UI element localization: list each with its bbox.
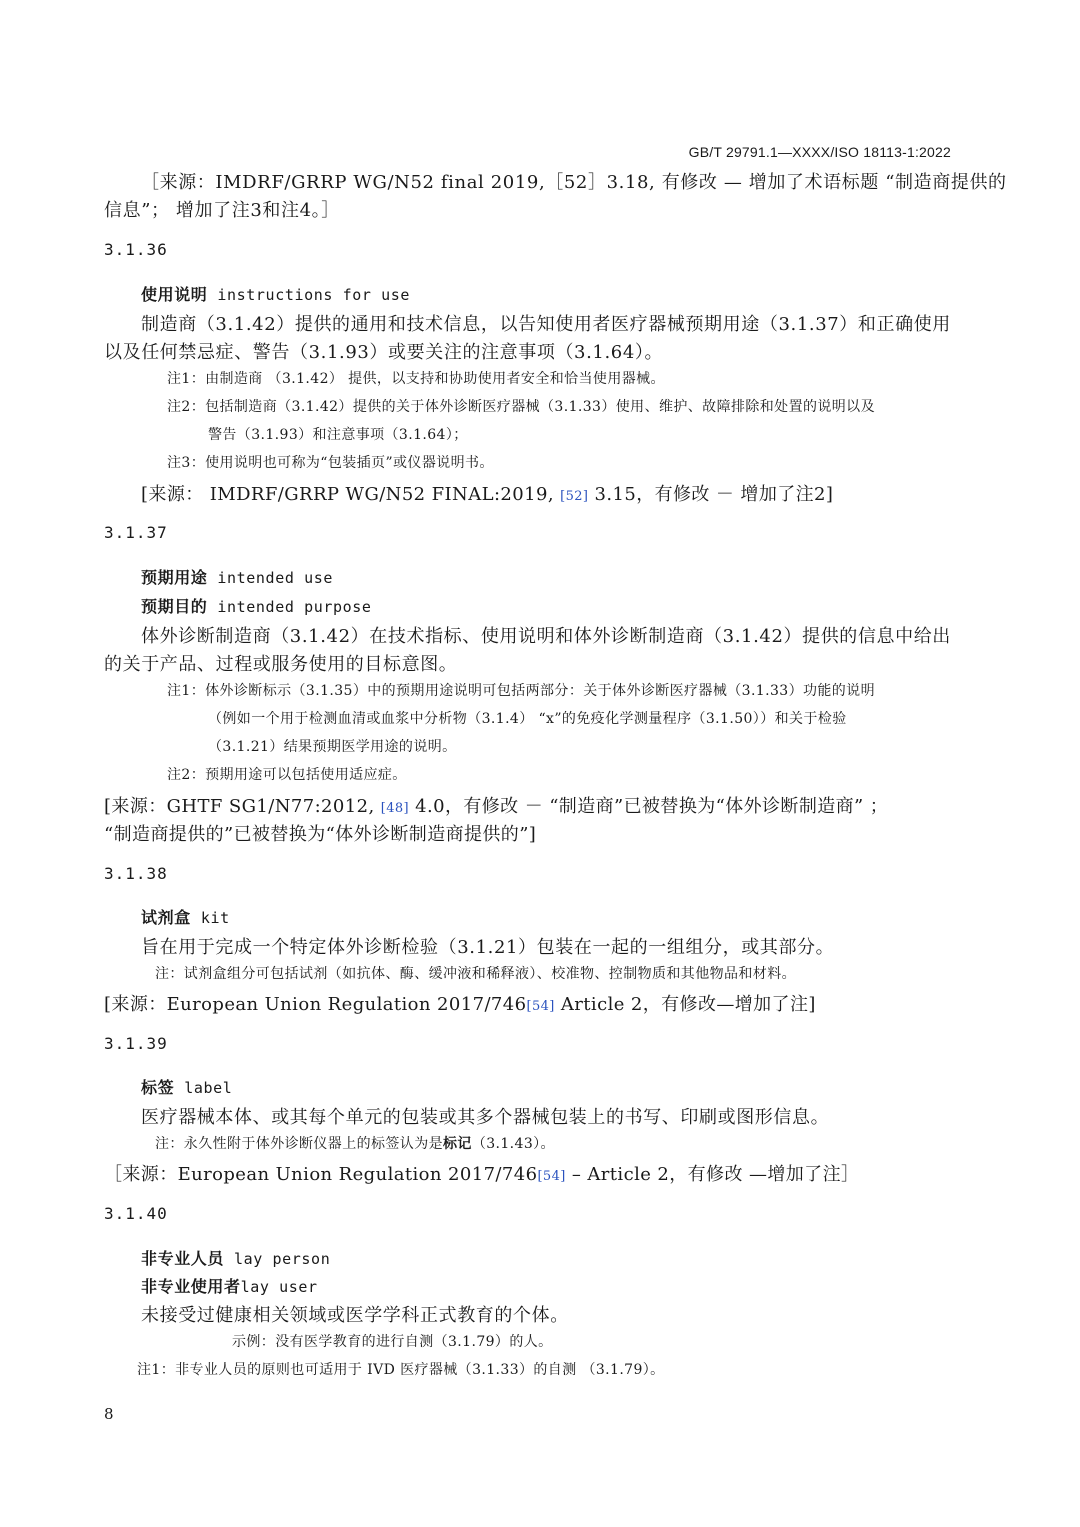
term-zh: 试剂盒 [141,908,191,927]
note-term: 标记 [443,1136,472,1152]
example: 示例：没有医学教育的进行自测（3.1.79）的人。 [232,1334,553,1350]
note: 注：试剂盒组分可包括试剂（如抗体、酶、缓冲液和稀释液）、校准物、控制物质和其他物品和材料。 [155,966,796,982]
source-text: 3.15，有修改 － 增加了注2] [594,484,834,505]
reference-link[interactable]: [54] [526,999,555,1014]
term-en: intended purpose [217,598,372,616]
note: 注1：体外诊断标示（3.1.35）中的预期用途说明可包括两部分：关于体外诊断医疗器械（3.1.33）功能的说明 [167,683,875,699]
note [155,1133,555,1153]
source-line: 信息”； 增加了注3和注4。］ [104,200,340,221]
note-text: （3.1.43）。 [471,1136,555,1152]
clause-number: 3.1.39 [104,1034,168,1053]
definition-line: 制造商（3.1.42）提供的通用和技术信息，以告知使用者医疗器械预期用途（3.1.37）和正确使用 [141,314,951,335]
source-text: ［来源：European Union Regulation 2017/746 [104,1164,538,1185]
source-text: [来源：European Union Regulation 2017/746 [104,994,527,1015]
source-text: – Article 2，有修改 —增加了注］ [571,1164,860,1185]
document-code: GB/T 29791.1—XXXX/ISO 18113-1:2022 [688,144,951,160]
definition-line: 体外诊断制造商（3.1.42）在技术指标、使用说明和体外诊断制造商（3.1.42）提供的信息中给出 [141,626,951,647]
term-en: lay user [240,1278,318,1296]
term-entry [141,282,410,305]
reference-link[interactable]: [52] [560,489,589,504]
source-text: Article 2，有修改—增加了注] [560,994,816,1015]
source-line [141,480,833,506]
clause-number: 3.1.37 [104,523,168,542]
source-text: [来源： IMDRF/GRRP WG/N52 FINAL:2019, [141,484,554,505]
source-line [104,792,888,818]
source-line [104,990,816,1016]
term-entry [141,1075,232,1098]
definition-line: 以及任何禁忌症、警告（3.1.93）或要关注的注意事项（3.1.64）。 [104,342,664,363]
note-text: 注：永久性附于体外诊断仪器上的标签认为是 [155,1136,443,1152]
term-entry [141,1246,330,1269]
note-continuation: （3.1.21）结果预期医学用途的说明。 [208,739,457,755]
term-zh: 标签 [141,1078,175,1097]
term-zh: 非专业使用者 [141,1277,241,1296]
source-line: ［来源：IMDRF/GRRP WG/N52 final 2019,［52］3.18, 有修改 — 增加了术语标题 “制造商提供的 [141,172,1007,193]
note: 注2：包括制造商（3.1.42）提供的关于体外诊断医疗器械（3.1.33）使用、维护、故障排除和处置的说明以及 [167,399,875,415]
term-entry [141,905,230,928]
term-en: intended use [217,569,333,587]
term-entry [141,565,333,588]
term-zh: 非专业人员 [141,1249,225,1268]
clause-number: 3.1.38 [104,864,168,883]
definition-line: 医疗器械本体、或其每个单元的包装或其多个器械包装上的书写、印刷或图形信息。 [141,1107,830,1128]
source-text: [来源：GHTF SG1/N77:2012, [104,796,375,817]
reference-link[interactable]: [54] [537,1169,566,1184]
page-number: 8 [104,1405,114,1423]
note: 注1：由制造商 （3.1.42） 提供，以支持和协助使用者安全和恰当使用器械。 [167,371,665,387]
source-text: 4.0，有修改 － “制造商”已被替换为“体外诊断制造商” ； [415,796,889,817]
term-en: lay person [234,1250,331,1268]
term-entry [141,1274,318,1297]
reference-link[interactable]: [48] [380,801,410,816]
source-line: “制造商提供的”已被替换为“体外诊断制造商提供的”] [104,824,537,845]
clause-number: 3.1.36 [104,240,168,259]
term-zh: 使用说明 [141,285,208,304]
definition-line: 旨在用于完成一个特定体外诊断检验（3.1.21）包装在一起的一组组分，或其部分。 [141,937,835,958]
term-entry [141,594,372,617]
note: 注3：使用说明也可称为“包装插页”或仪器说明书。 [167,455,494,471]
definition-line: 未接受过健康相关领域或医学学科正式教育的个体。 [141,1305,569,1326]
note: 注1：非专业人员的原则也可适用于 IVD 医疗器械（3.1.33）的自测 （3.1.79）。 [137,1362,665,1378]
term-en: label [184,1079,233,1097]
note: 注2：预期用途可以包括使用适应症。 [167,767,407,783]
term-en: instructions for use [217,286,411,304]
definition-line: 的关于产品、过程或服务使用的目标意图。 [104,654,458,675]
source-line [104,1160,859,1186]
term-zh: 预期用途 [141,568,208,587]
note-continuation: 警告（3.1.93）和注意事项（3.1.64）； [208,427,468,443]
term-zh: 预期目的 [141,597,208,616]
note-continuation: （例如一个用于检测血清或血浆中分析物（3.1.4） “x”的免疫化学测量程序（3.1.50））和关于检验 [208,711,847,727]
term-en: kit [200,909,230,927]
clause-number: 3.1.40 [104,1204,168,1223]
